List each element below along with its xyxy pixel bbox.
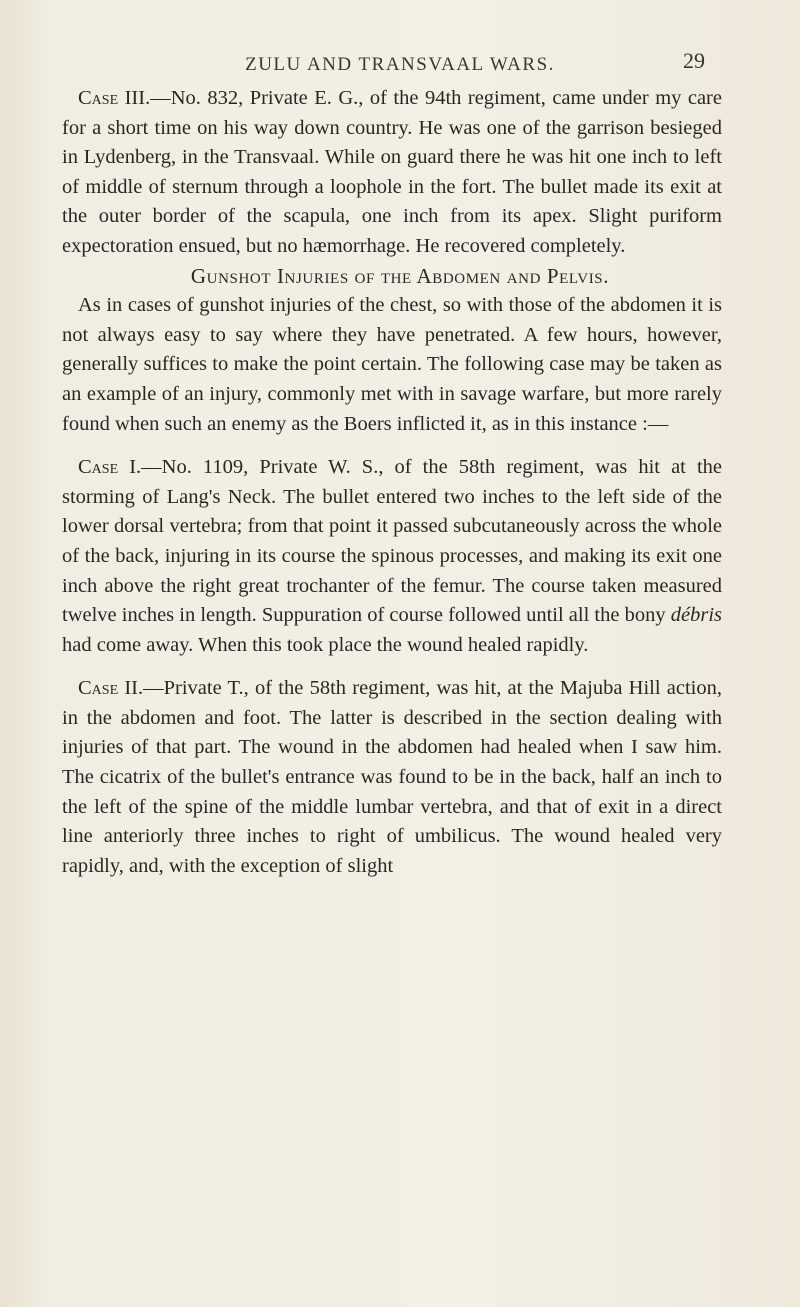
italic-term: débris: [670, 604, 722, 627]
section-heading: Gunshot Injuries of the Abdomen and Pelvis.: [190, 263, 610, 288]
case-label: Case II.: [78, 677, 144, 700]
case-label: Case III.: [78, 87, 151, 109]
paragraph-text: —No. 1109, Private W. S., of the 58th regiment, was hit at the storming of Lang's Neck. The bullet entered two inches to the left side of the lower dorsal vertebra; from that point it passed subcutaneously across the whole of the back, injuring in its course the spinous processes, and making its exit one inch above the right great trochanter of the femur. The course taken measured twelve inches in length. Suppuration of course followed until all the bony: [62, 456, 722, 627]
running-title: ZULU AND TRANSVAAL WARS.: [245, 54, 555, 75]
paragraph-case-iii: [62, 84, 722, 262]
paragraph-intro: As in cases of gunshot injuries of the chest, so with those of the abdomen it is not always easy to say where they have penetrated. A few hours, however, generally suffices to make the point certain. The following case may be taken as an example of an injury, commonly met with in savage warfare, but more rarely found when such an enemy as the Boers inflicted it, as in this instance :—: [62, 294, 722, 435]
paragraph-text: —Private T., of the 58th regiment, was hit, at the Majuba Hill action, in the abdomen and foot. The latter is described in the section dealing with injuries of that part. The wound in the abdomen had healed when I saw him. The cicatrix of the bullet's entrance was found to be in the back, half an inch to the left of the spine of the middle lumbar vertebra, and that of exit in a direct line anteriorly three inches to right of umbilicus. The wound healed very rapidly, and, with the exception of slight: [62, 677, 722, 877]
case-label: Case I.: [78, 456, 142, 479]
body-text: [62, 84, 722, 881]
page-number: 29: [683, 48, 705, 73]
paragraph-case-ii: [62, 674, 722, 881]
paragraph-text: —No. 832, Private E. G., of the 94th regiment, came under my care for a short time on his way down country. He was one of the garrison besieged in Lydenberg, in the Transvaal. While on guard there he was hit one inch to left of middle of sternum through a loophole in the fort. The bullet made its exit at the outer border of the scapula, one inch from its apex. Slight puriform expectoration ensued, but no hæmorrhage. He recovered completely.: [62, 87, 722, 257]
paragraph-case-i: [62, 453, 722, 660]
paragraph-text: had come away. When this took place the wound healed rapidly.: [62, 633, 589, 656]
